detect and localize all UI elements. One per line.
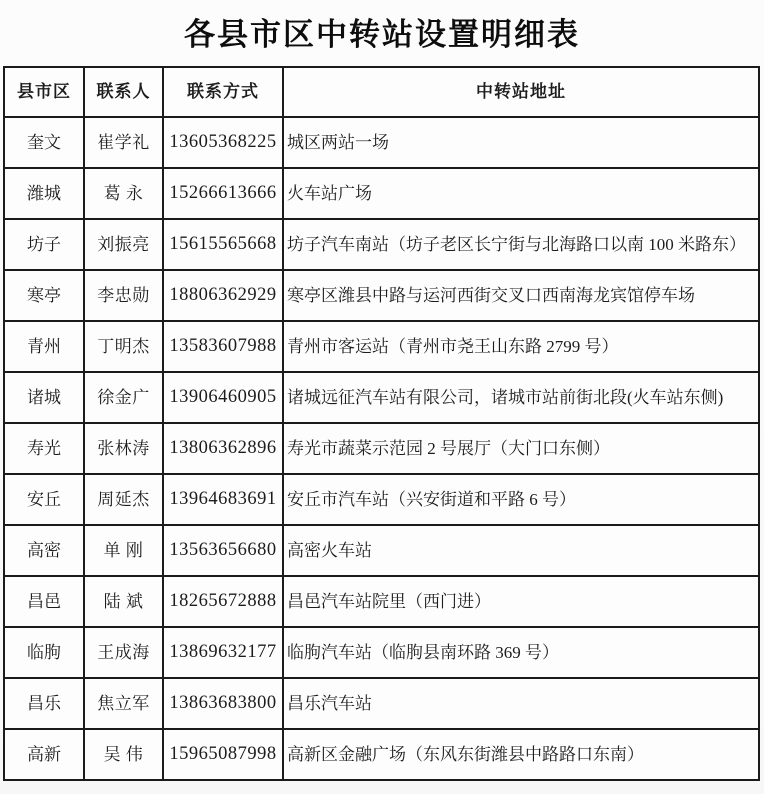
phone-cell: 15965087998 (163, 729, 283, 780)
table-row (4, 525, 759, 576)
contact-cell: 张林涛 (84, 423, 163, 474)
table-row (4, 168, 759, 219)
address-cell: 临朐汽车站（临朐县南环路 369 号） (283, 627, 759, 678)
header-row (4, 67, 759, 117)
contact-cell: 焦立军 (84, 678, 163, 729)
address-cell: 寿光市蔬菜示范园 2 号展厅（大门口东侧） (283, 423, 759, 474)
address-cell: 高密火车站 (283, 525, 759, 576)
contact-cell: 徐金广 (84, 372, 163, 423)
address-cell: 昌邑汽车站院里（西门进） (283, 576, 759, 627)
district-cell: 寿光 (4, 423, 84, 474)
address-cell: 安丘市汽车站（兴安街道和平路 6 号） (283, 474, 759, 525)
address-cell: 火车站广场 (283, 168, 759, 219)
table-header (4, 67, 759, 117)
table-row (4, 321, 759, 372)
phone-cell: 15615565668 (163, 219, 283, 270)
table-row (4, 270, 759, 321)
address-cell: 城区两站一场 (283, 117, 759, 168)
district-cell: 寒亭 (4, 270, 84, 321)
address-cell: 昌乐汽车站 (283, 678, 759, 729)
table-row (4, 729, 759, 780)
address-cell: 寒亭区潍县中路与运河西街交叉口西南海龙宾馆停车场 (283, 270, 759, 321)
phone-cell: 15266613666 (163, 168, 283, 219)
contact-cell: 吴 伟 (84, 729, 163, 780)
phone-cell: 13583607988 (163, 321, 283, 372)
district-cell: 安丘 (4, 474, 84, 525)
district-cell: 潍城 (4, 168, 84, 219)
address-cell: 坊子汽车南站（坊子老区长宁街与北海路口以南 100 米路东） (283, 219, 759, 270)
address-cell: 诸城远征汽车站有限公司，诸城市站前街北段(火车站东侧) (283, 372, 759, 423)
contact-cell: 葛 永 (84, 168, 163, 219)
table-row (4, 423, 759, 474)
transfer-station-table (3, 66, 760, 781)
phone-cell: 18265672888 (163, 576, 283, 627)
phone-header: 联系方式 (163, 67, 283, 117)
table-row (4, 117, 759, 168)
phone-cell: 13563656680 (163, 525, 283, 576)
district-header: 县市区 (4, 67, 84, 117)
district-cell: 奎文 (4, 117, 84, 168)
table-row (4, 627, 759, 678)
table-body (4, 117, 759, 780)
contact-header: 联系人 (84, 67, 163, 117)
phone-cell: 13906460905 (163, 372, 283, 423)
contact-cell: 丁明杰 (84, 321, 163, 372)
district-cell: 坊子 (4, 219, 84, 270)
district-cell: 高新 (4, 729, 84, 780)
table-row (4, 372, 759, 423)
contact-cell: 周延杰 (84, 474, 163, 525)
contact-cell: 陆 斌 (84, 576, 163, 627)
table-row (4, 219, 759, 270)
contact-cell: 王成海 (84, 627, 163, 678)
contact-cell: 刘振亮 (84, 219, 163, 270)
table-row (4, 576, 759, 627)
phone-cell: 13964683691 (163, 474, 283, 525)
district-cell: 诸城 (4, 372, 84, 423)
district-cell: 昌乐 (4, 678, 84, 729)
phone-cell: 13869632177 (163, 627, 283, 678)
address-cell: 青州市客运站（青州市尧王山东路 2799 号） (283, 321, 759, 372)
page-title: 各县市区中转站设置明细表 (184, 17, 580, 52)
table-row (4, 474, 759, 525)
contact-cell: 崔学礼 (84, 117, 163, 168)
phone-cell: 13863683800 (163, 678, 283, 729)
address-header: 中转站地址 (283, 67, 759, 117)
district-cell: 昌邑 (4, 576, 84, 627)
contact-cell: 单 刚 (84, 525, 163, 576)
district-cell: 高密 (4, 525, 84, 576)
address-cell: 高新区金融广场（东风东街潍县中路路口东南） (283, 729, 759, 780)
phone-cell: 18806362929 (163, 270, 283, 321)
table-row (4, 678, 759, 729)
district-cell: 青州 (4, 321, 84, 372)
contact-cell: 李忠勋 (84, 270, 163, 321)
district-cell: 临朐 (4, 627, 84, 678)
phone-cell: 13806362896 (163, 423, 283, 474)
phone-cell: 13605368225 (163, 117, 283, 168)
